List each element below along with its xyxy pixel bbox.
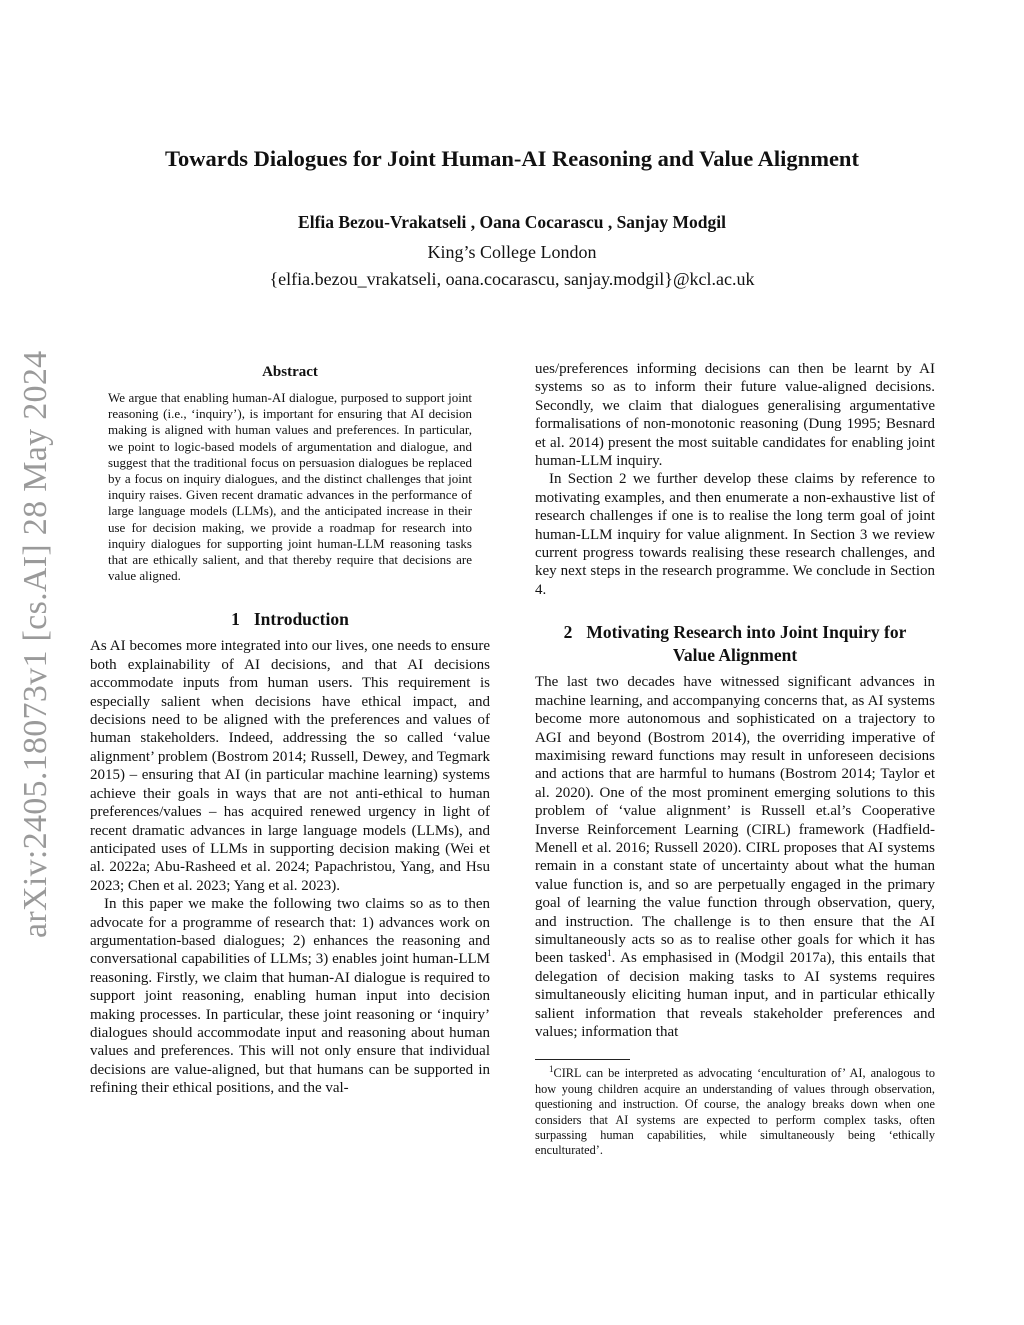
abstract-heading: Abstract [262,364,318,380]
footnote-number: 1 [549,1064,554,1075]
paper-title: Towards Dialogues for Joint Human-AI Reasoning and Value Alignment [165,146,859,171]
left-column [90,360,490,1098]
section-title-line-1: Motivating Research into Joint Inquiry for [586,622,907,643]
author-emails: {elfia.bezou_vrakatseli, oana.cocarascu, sanjay.modgil}@kcl.ac.uk [269,269,755,289]
footnote-text: CIRL can be interpreted as advocating ‘enculturation of’ AI, analogous to how young children acquire an understanding of values through observation, questioning and instruction. Of course, the analogy breaks down when one considers that AI systems are expected to perform complex tasks, often surpassing human capabilities, while simultaneously being ‘ethically enculturated’. [535,1066,935,1158]
author-list: Elfia Bezou-Vrakatseli , Oana Cocarascu , Sanjay Modgil [298,212,726,232]
paragraph-text: The last two decades have witnessed significant advances in machine learning, and accompanying concerns that, as AI systems become more autonomous and sophisticated on a trajectory to AGI and beyond (Bostrom 2014), the overriding imperative of maximising reward functions may result in unforeseen decisions and actions that are harmful to humans (Bostrom 2014; Taylor et al. 2020). One of the most prominent emerging solutions to this problem of ‘value alignment’ is Russell et.al’s Cooperative Inverse Reinforcement Learning (CIRL) framework (Hadfield-Menell et al. 2016; Russell 2020). CIRL proposes that AI systems remain in a constant state of uncertainty about what the human value function is, and so are perpetually engaged in the primary goal of learning the value function through observation, query, and instruction. The challenge is to then ensure that the AI simultaneously acts so as to realise other goals for which it has been tasked [535,674,935,967]
introduction-heading [90,608,490,631]
affiliation: King’s College London [427,242,597,262]
right-column [535,360,935,1159]
intro-paragraph-4: In Section 2 we further develop these claims by reference to motivating examples, and then enumerate a non-exhaustive list of research challenges if one is to realise the long term goal of joint human-LLM inquiry for value alignment. In Section 3 we review current progress towards realising these research challenges, and key next steps in the research programme. We conclude in Section 4. [535,471,935,598]
paragraph-text-continued: . As emphasised in (Modgil 2017a), this entails that delegation of decision making tasks to AI systems requires simultaneously eliciting human input, and in particular ethically salient information that reveals stakeholder preferences and values; information that [535,950,935,1040]
section-2-paragraph-1 [535,673,935,1041]
section-title: Introduction [253,609,349,630]
footnote-divider [535,1059,630,1060]
intro-paragraph-1: As AI becomes more integrated into our lives, one needs to ensure both explainability of AI decisions, and that AI decisions accommodate inputs from human users. This requirement is especially salient when decisions have ethical impact, and decisions need to be aligned with the preferences and values of human stakeholders. Indeed, addressing the so called ‘value alignment’ problem (Bostrom 2014; Russell, Dewey, and Tegmark 2015) – ensuring that AI (in particular machine learning) systems achieve their goals in ways that are not anti-ethical to human preferences/values – has acquired renewed urgency in light of recent dramatic advances in large language models (LLMs), and anticipated uses of LLMs in supporting decision making (Wei et al. 2022a; Abu-Rasheed et al. 2024; Papachristou, Yang, and Hsu 2023; Chen et al. 2023; Yang et al. 2023). [90,638,490,894]
section-title-line-2: Value Alignment [672,645,798,666]
footnote-marker[interactable]: 1 [607,948,612,959]
section-number: 1 [231,609,240,630]
arxiv-identifier: arXiv:2405.18073v1 [cs.AI] 28 May 2024 [17,350,54,938]
footnote-1 [535,1066,935,1158]
section-2-heading [535,621,935,667]
intro-paragraph-2: In this paper we make the following two claims so as to then advocate for a programme of research that: 1) advances work on argumentation-based dialogues; 2) enhances the reasoning and conversational capabilities of LLMs; 3) enables joint human-LLM reasoning. Firstly, we claim that human-AI dialogue is required to support joint reasoning, enabling human input into decision making processes. In particular, these joint reasoning or ‘inquiry’ dialogues should accommodate input and reasoning about human values and preferences. This will not only ensure that individual decisions are value-aligned, but that humans can be supported in refining their ethical positions, and the val- [90,896,490,1097]
intro-paragraph-3: ues/preferences informing decisions can then be learnt by AI systems so as to inform their future value-aligned decisions. Secondly, we claim that dialogues generalising argumentative formalisations of non-monotonic reasoning (Dung 1995; Besnard et al. 2014) present the most suitable candidates for enabling joint human-LLM inquiry. [535,361,935,470]
section-number: 2 [563,622,573,643]
abstract-text: We argue that enabling human-AI dialogue, purposed to support joint reasoning (i.e., ‘inquiry’), is important for ensuring that AI decision making is aligned with human values and preferences. In particular, we point to logic-based models of argumentation and dialogue, and suggest that the traditional focus on persuasion dialogues be replaced by a focus on inquiry dialogues, and the distinct challenges that joint inquiry raises. Given recent dramatic advances in the performance of large language models (LLMs), and the anticipated increase in their use for decision making, we provide a roadmap for research into inquiry dialogues for supporting joint human-LLM reasoning tasks that are ethically salient, and that thereby require that decisions are value aligned. [108,390,472,584]
